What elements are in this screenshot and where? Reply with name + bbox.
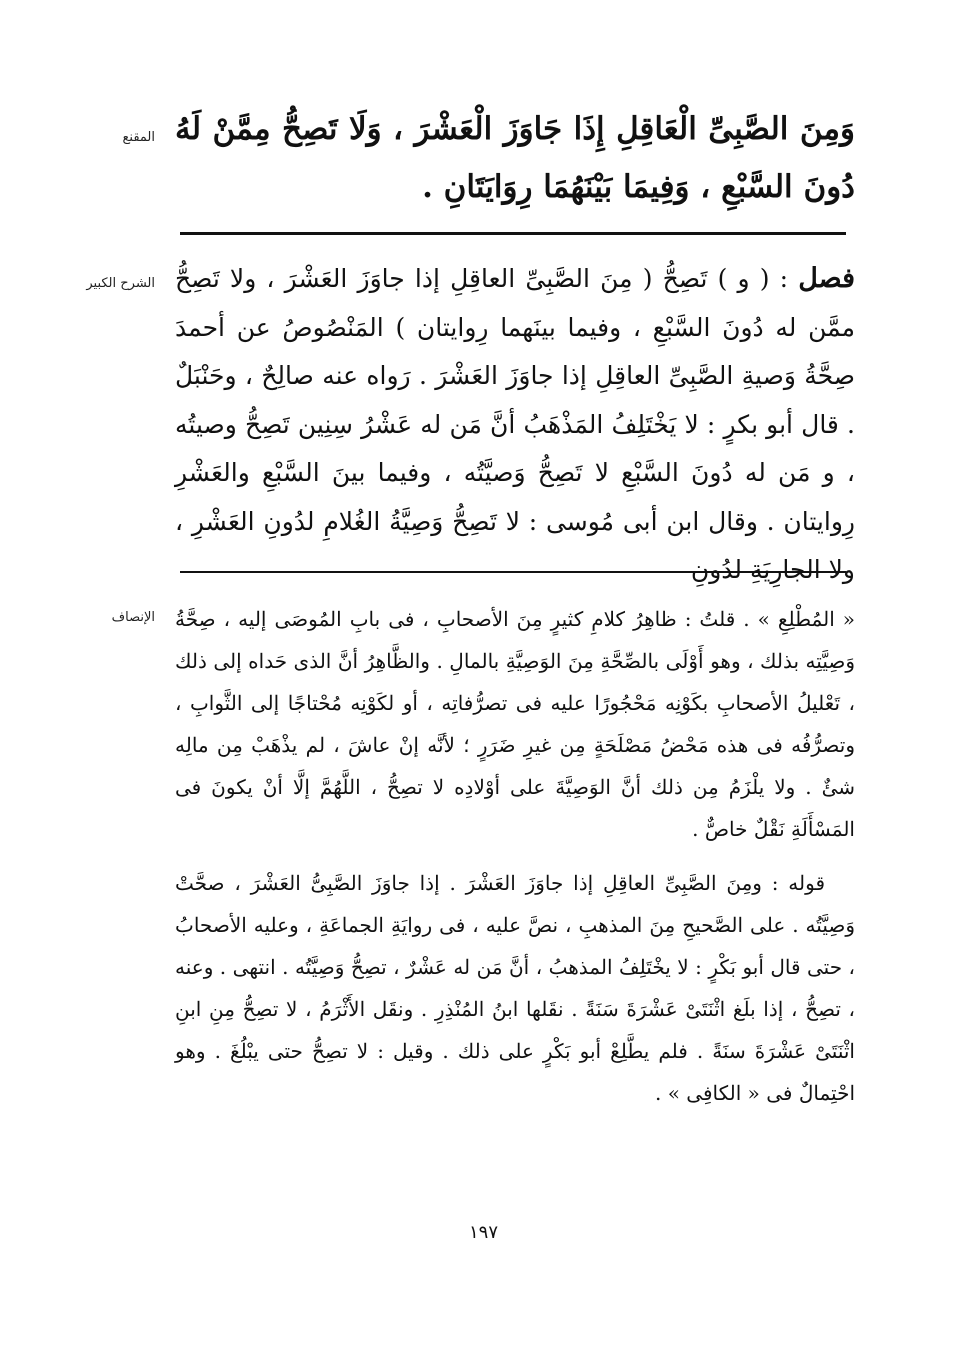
section-divider-top [180,232,846,235]
sharh-heading: فصل [798,263,856,294]
insaf-paragraph-2: قوله : ومِنَ الصَّبِىِّ العاقِلِ إذا جاوَزَ العَشْرَ . إذا جاوَزَ الصَّبِىُّ العَشْرَ ، صحَّتْ وَصِيَّتُه . على الصَّحيحِ مِنَ المذهبِ ، نصَّ عليه ، فى روايَةِ الجماعَةِ ، وعليه الأصحابُ ، حتى قال أبو بَكْرٍ : لا يخْتَلِفُ المذهبُ ، أنَّ مَن له عَشْرٌ ، تصِحُّ وَصِيَّتُه . انتهى . وعنه ، تصِحُّ ، إذا بلَغ اثْنَتَىْ عَشْرَةَ سَنَةً . نقَلها ابنُ المُنْذِرِ . ونقَل الأَثْرَمُ ، لا تصِحُّ مِنِ ابنِ اثْنَتَىْ عَشْرَةَ سنَةً . فلم يطَّلِعْ أبو بَكْرٍ على ذلك . وقيل : لا تصِحُّ حتى يبْلُغَ . وهو احْتِمالٌ فى « الكافِى » . [175,871,855,1105]
muqni-label: المقنع [122,130,155,145]
page-number: ١٩٧ [468,1222,498,1243]
sharh-text [175,255,855,595]
sharh-label: الشرح الكبير [86,276,155,291]
section-divider-bottom [180,571,846,573]
insaf-paragraph-1: « المُطْلِعِ » . قلتُ : ظاهِرُ كلامِ كثيرٍ مِنَ الأصحابِ ، فى بابِ المُوصَى إليه ، صِحَّةُ وَصِيَّتِه بذلك ، وهو أَوْلَى بالصِّحَّةِ مِنَ الوَصِيَّةِ بالمالِ . والظَّاهِرُ أنَّ الذى حَداه إلى ذلك ، تَعْليلُ الأصحابِ بكَوْنِه مَحْجُورًا عليه فى تصرُّفاتِه ، أو لكَوْنِه مُحْتاجًا إلى الثَّوابِ ، وتصرُّفُه فى هذه مَحْضُ مَصْلَحَةٍ مِن غيرِ ضَرَرٍ ؛ لأنَّه إنْ عاشَ ، لم يذْهَبْ مِن مالِه شئٌ . ولا يلْزَمُ مِن ذلك أنَّ الوَصِيَّةَ على أوْلادِه لا تصِحُّ ، اللَّهُمَّ إلَّا أنْ يكونَ فى المَسْأَلَةِ نَقْلٌ خاصٌّ . [175,607,855,841]
insaf-text [175,598,855,1114]
insaf-label: الإنصاف [111,610,155,625]
sharh-body: : ( و ) تَصِحُّ ( مِنَ الصَّبِىِّ العاقِلِ إذا جاوَزَ العَشْرَ ، ولا تَصِحُّ ممَّن له دُونَ السَّبْعِ ، وفيما بينَهما رِوايتان ) المَنْصُوصُ عن أحمدَ صِحَّةُ وَصيةِ الصَّبِىِّ العاقِلِ إذا جاوَزَ العَشْرَ . رَواه عنه صالِحٌ ، وحَنْبَلٌ . قال أبو بكرٍ : لا يَخْتَلِفُ المَذْهَبُ أنَّ مَن له عَشْرُ سِنِين تَصِحُّ وصيتُه ، و مَن له دُونَ السَّبْعِ لا تَصِحُّ وَصيَّتُه ، وفيما بينَ السَّبْعِ والعَشْرِ رِوايتان . وقال ابن أبى مُوسى : لا تَصِحُّ وَصِيَّةُ الغُلامِ لدُونِ العَشْرِ ، ولا الجارِيَةِ لدُونِ [175,264,855,584]
muqni-text: وَمِنَ الصَّبِىِّ الْعَاقِلِ إِذَا جَاوَزَ الْعَشْرَ ، وَلَا تَصِحُّ مِمَّنْ لَهُ دُونَ السَّبْعِ ، وَفِيمَا بَيْنَهُمَا رِوَايَتَانِ . [175,111,855,205]
